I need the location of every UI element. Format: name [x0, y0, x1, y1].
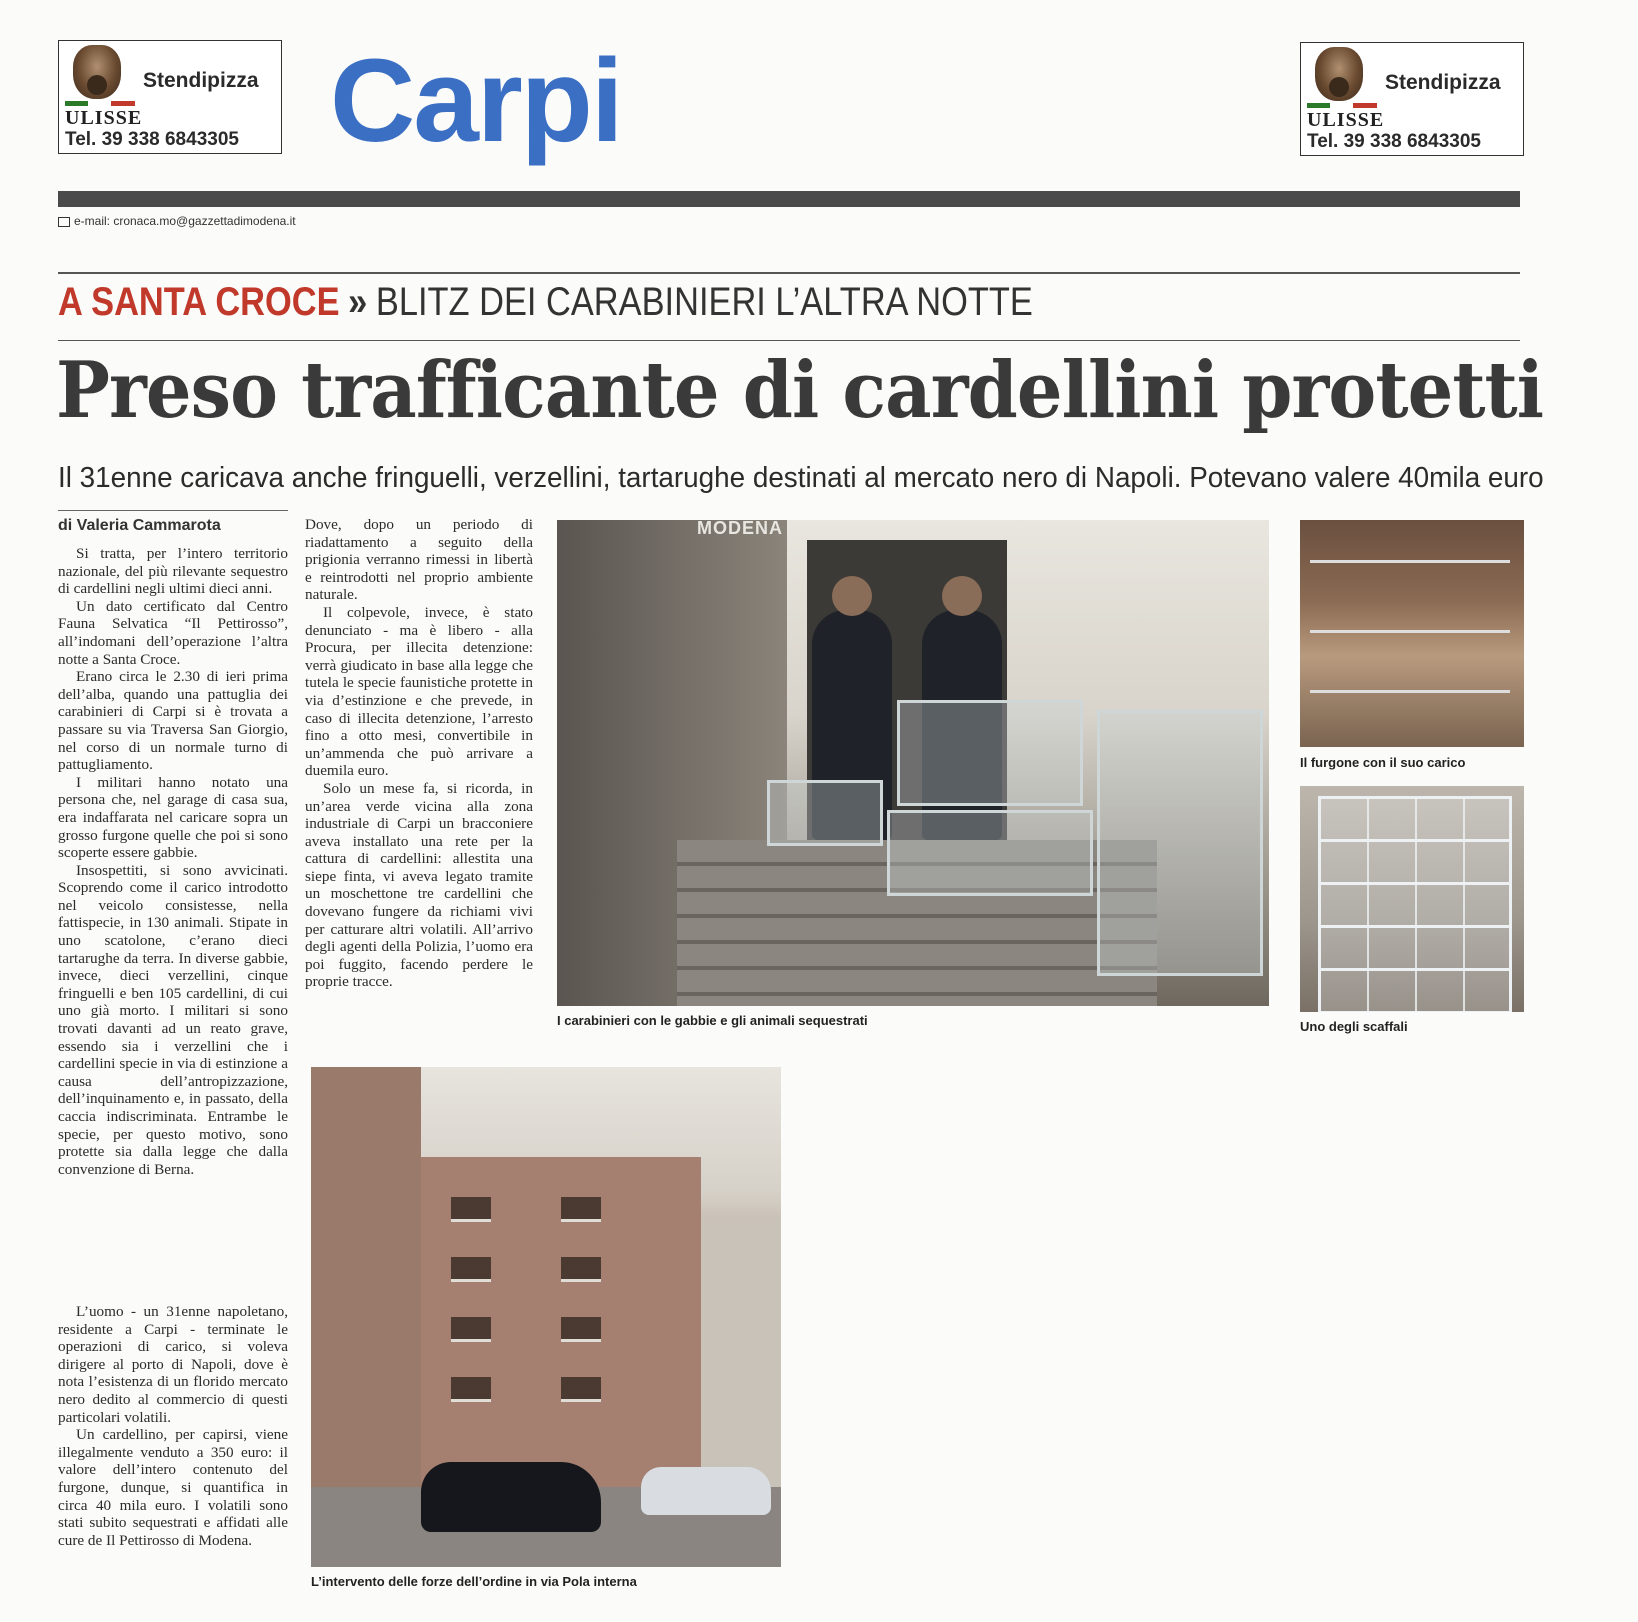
paragraph: Solo un mese fa, si ricorda, in un’area verde vicina alla zona industriale di Carpi un bracconiere aveva installato una rete per la cattura di cardellini: allestita una siepe finta, vi aveva legato tramite un moschettone tre cardellini che dovevano fungere da richiami vivi per catturare altri volatili. All’arrivo degli agenti della Polizia, l’uomo era poi fuggito, facendo perdere le proprie tracce.: [305, 779, 533, 991]
photo-cage: [897, 700, 1083, 806]
photo-cage: [1097, 710, 1263, 976]
ad-phone: Tel. 39 338 6843305: [65, 129, 239, 150]
kicker-rule-bottom: [58, 340, 1520, 341]
email-line: [58, 214, 296, 228]
email-text: e-mail: cronaca.mo@gazzettadimodena.it: [74, 214, 296, 228]
subhead: Il 31enne caricava anche fringuelli, verzellini, tartarughe destinati al mercato nero di Napoli. Potevano valere 40mila euro: [58, 462, 1544, 494]
photo-carabinieri-car: [421, 1462, 601, 1532]
photo-shelf-line: [1310, 630, 1510, 633]
paragraph: L’uomo - un 31enne napoletano, residente a Carpi - terminate le operazioni di carico, si voleva dirigere al porto di Napoli, dove è nota l’esistenza di un florido mercato nero dedito al commercio di questi particolari volatili.: [58, 1303, 288, 1426]
photo-window: [561, 1317, 601, 1342]
photo-carabinieri-cages: [557, 520, 1269, 1006]
photo-window: [561, 1197, 601, 1222]
kicker-rule-top: [58, 272, 1520, 274]
jesus-portrait-logo: [73, 45, 121, 99]
photo-window: [451, 1377, 491, 1402]
photo-rack: [1318, 796, 1512, 1012]
ad-box-left: [58, 40, 282, 154]
paragraph: Un cardellino, per capirsi, viene illegalmente venduto a 350 euro: il valore dell’intero contenuto del furgone, dunque, si quantifica in circa 40 mila euro. I volatili sono stati subito sequestrati e affidati alle cure de Il Pettirosso di Modena.: [58, 1426, 288, 1549]
photo-street-intervention: [311, 1067, 781, 1567]
paragraph: Insospettiti, si sono avvicinati. Scoprendo come il carico introdotto nel veicolo consistesse, nella fattispecie, in 130 animali. Stipate in uno scatolone, c’erano dieci tartarughe da terra. In diverse gabbie, invece, dieci verzellini, cinque fringuelli e ben 105 cardellini, di cui uno già morto. I militari si sono trovati davanti ad un reato grave, essendo sia i verzellini che i cardellini specie in via di estinzione a causa dell’antropizzazione, dell’inquinamento e, in passato, della caccia indiscriminata. Entrambe le specie, per questo motivo, sono protette sia dalla legge che dalla convenzione di Berna.: [58, 861, 288, 1178]
article-column-1: [58, 545, 288, 1178]
caption-street: L’intervento delle forze dell’ordine in via Pola interna: [311, 1574, 637, 1589]
ad-box-right: [1300, 42, 1524, 156]
top-rule: [58, 191, 1520, 207]
caption-shelf: Uno degli scaffali: [1300, 1019, 1408, 1034]
paragraph: Dove, dopo un periodo di riadattamento a seguito della prigionia verranno rimessi in libertà e reintrodotti nel proprio ambiente naturale.: [305, 516, 533, 604]
caption-van: Il furgone con il suo carico: [1300, 755, 1466, 770]
flag-strip: [1307, 103, 1377, 108]
article-column-2: [305, 516, 533, 991]
paragraph: Erano circa le 2.30 di ieri prima dell’alba, quando una pattuglia dei carabinieri di Carpi si è trovata a passare su via Traversa San Giorgio, nel corso di un normale turno di pattugliamento.: [58, 668, 288, 774]
photo-window: [451, 1257, 491, 1282]
photo-van-load: [1300, 520, 1524, 747]
kicker-place: A SANTA CROCE: [58, 280, 340, 324]
paragraph: I militari hanno notato una persona che, nel garage di casa sua, era indaffarata nel caricare sopra un grosso furgone quelle che poi si sono scoperte essere gabbie.: [58, 773, 288, 862]
photo-building: [311, 1067, 421, 1487]
photo-window: [561, 1257, 601, 1282]
ad-brand: ULISSE: [1307, 109, 1385, 131]
kicker-arrow: »: [348, 280, 368, 324]
paragraph: Il colpevole, invece, è stato denunciato - ma è libero - alla Procura, per illecita detenzione: verrà giudicato in base alla legge che tutela le specie faunistiche protette in via d’estinzione e che prevede, in caso di illecita detenzione, l’arresto fino a otto mesi, convertibile in un’ammenda che può arrivare a duemila euro.: [305, 603, 533, 780]
kicker: [58, 282, 1033, 322]
section-title: Carpi: [330, 35, 622, 167]
jesus-portrait-logo: [1315, 47, 1363, 101]
photo-shelf-cages: [1300, 786, 1524, 1012]
photo-window: [451, 1197, 491, 1222]
byline: di Valeria Cammarota: [58, 517, 221, 534]
photo-police-car: [641, 1467, 771, 1515]
photo-window: [561, 1377, 601, 1402]
photo-shelf-line: [1310, 690, 1510, 693]
kicker-text: BLITZ DEI CARABINIERI L’ALTRA NOTTE: [375, 280, 1033, 324]
flag-strip: [65, 101, 135, 106]
ad-name: Stendipizza: [143, 69, 259, 92]
mail-icon: [58, 217, 70, 227]
headline: Preso trafficante di cardellini protetti: [56, 345, 1544, 436]
caption-main: I carabinieri con le gabbie e gli animali sequestrati: [557, 1013, 868, 1028]
photo-building: [701, 1217, 781, 1487]
article-column-3: [58, 1303, 288, 1549]
photo-cage: [887, 810, 1093, 896]
ad-name: Stendipizza: [1385, 71, 1501, 94]
paragraph: Un dato certificato dal Centro Fauna Selvatica “Il Pettirosso”, all’indomani dell’operazione l’altra notte a Santa Croce.: [58, 597, 288, 668]
ad-phone: Tel. 39 338 6843305: [1307, 131, 1481, 152]
photo-sign-text: MODENA: [697, 520, 783, 538]
photo-shelf-line: [1310, 560, 1510, 563]
ad-brand: ULISSE: [65, 107, 143, 129]
photo-cage: [767, 780, 883, 846]
photo-window: [451, 1317, 491, 1342]
byline-rule: [58, 510, 288, 511]
paragraph: Si tratta, per l’intero territorio nazionale, del più rilevante sequestro di cardellini negli ultimi dieci anni.: [58, 545, 288, 598]
